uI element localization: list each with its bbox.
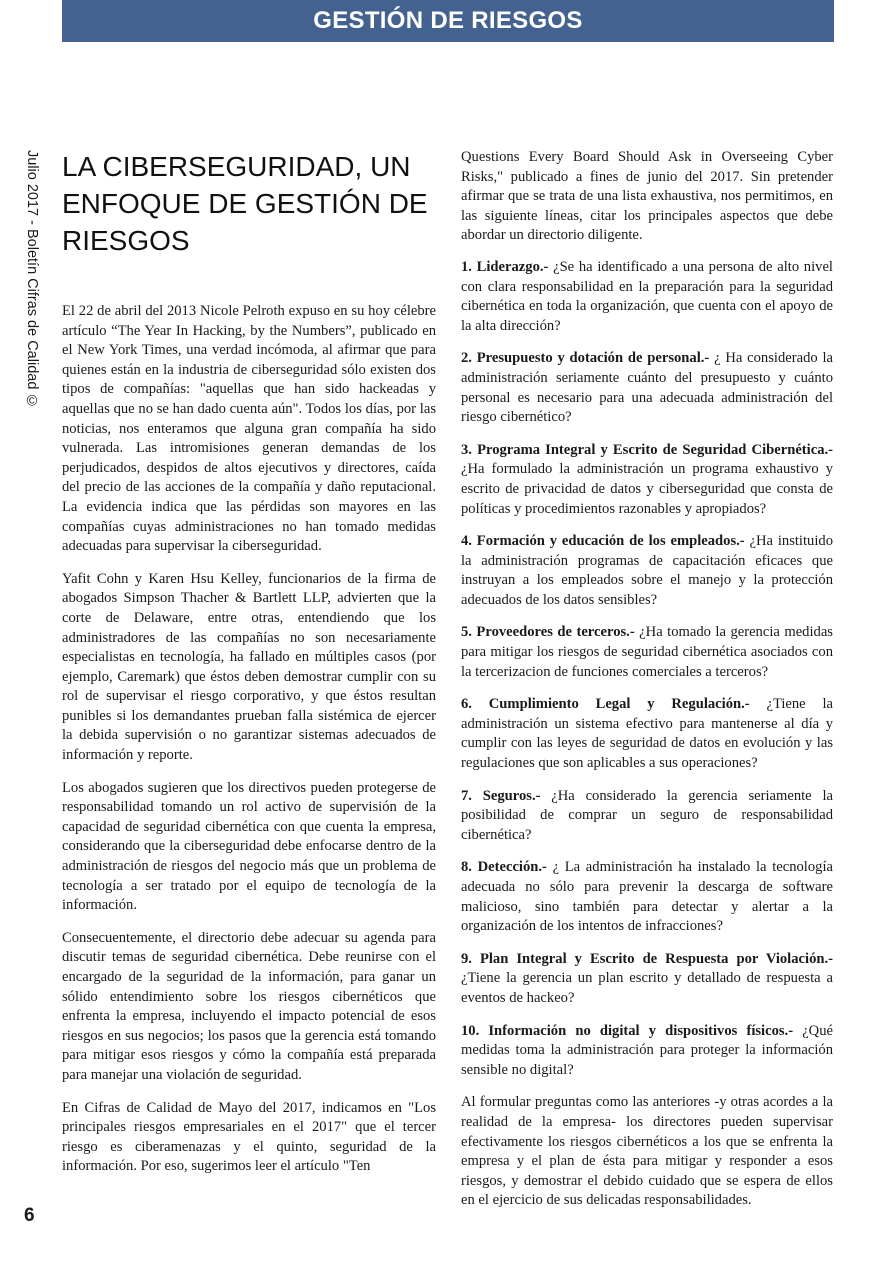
question-text: ¿ La administración ha instalado la tecnología adecuada no sólo para prevenir la descarga de software malicioso, sino también para detectar y alertar a la organización de los intentos de infracciones? — [461, 859, 833, 935]
question-heading: 9. Plan Integral y Escrito de Respuesta por Violación.- — [461, 950, 833, 967]
article-left-column — [62, 302, 436, 1190]
question-item — [461, 787, 833, 846]
question-item — [461, 441, 833, 519]
question-heading: 2. Presupuesto y dotación de personal.- — [461, 350, 710, 367]
question-heading: 1. Liderazgo.- — [461, 258, 549, 275]
question-text: ¿Se ha identificado a una persona de alto nivel con clara responsabilidad en la preparación para la seguridad cibernética en toda la organización, que cuenta con el apoyo de la alta dirección? — [461, 258, 833, 334]
question-text: ¿Ha instituido la administración programas de capacitación eficaces que instruyan a los empleados sobre el manejo y la protección adecuados de los datos sensibles? — [461, 533, 833, 608]
question-item — [461, 623, 833, 682]
question-heading: 7. Seguros.- — [461, 787, 541, 804]
question-item — [461, 950, 833, 1009]
article-paragraph: Yafit Cohn y Karen Hsu Kelley, funcionarios de la firma de abogados Simpson Thacher & Bartlett LLP, advierten que la corte de Delaware, entre otras, entendiendo que los administradores de las compañías no son necesariamente especialistas en tecnología, ha fallado en múltiples casos (por ejemplo, Caremark) que éstos deben demostrar cumplir con su rol de supervisar el riesgo corporativo, y que éstos resultan punibles si los demandantes prueban falla sistémica de ejercer la debida supervisión o no garantizar sistemas adecuados de información y reporte. — [62, 570, 436, 764]
question-text: ¿Qué medidas toma la administración para proteger la información sensible no digital? — [461, 1022, 833, 1078]
article-paragraph: El 22 de abril del 2013 Nicole Pelroth expuso en su hoy célebre artículo “The Year In Hacking, by the Numbers”, publicado en el New York Times, una verdad incómoda, al afirmar que para quienes están en la industria de ciberseguridad sólo existen dos tipos de compañías: "aquellas que han sido hackeadas y aquellas que no se han dado cuenta aún". Todos los días, por las noticias, nos enteramos que alguna gran compañía ha sido vulnerada. Las intromisiones generan demandas de los perjudicados, despidos de altos ejecutivos y directores, caída del precio de las acciones de la compañía y daño reputacional. La evidencia indica que las pérdidas son mayores en las compañías cuyas administraciones no han tomado medidas adecuadas para supervisar la ciberseguridad. — [62, 303, 436, 555]
question-text: ¿Tiene la administración un sistema efectivo para mantenerse al día y cumplir con las leyes de seguridad de datos en evolución y las regulaciones que son aplicables a sus operaciones? — [461, 696, 834, 772]
article-right-column — [461, 148, 833, 1224]
article-paragraph: Los abogados sugieren que los directivos pueden protegerse de responsabilidad tomando un rol activo de supervisión de la capacidad de seguridad cibernética con que cuenta la empresa, considerando que la ciberseguridad debe enfocarse dentro de la administración de riesgos del negocio más que un problema de tecnología a ser tratado por el equipo de tecnología de la información. — [62, 779, 436, 914]
question-heading: 10. Información no digital y dispositivos físicos.- — [461, 1022, 794, 1039]
article-paragraph: En Cifras de Calidad de Mayo del 2017, indicamos en "Los principales riesgos empresariales en el 2017" que el tercer riesgo es ciberamenazas y el quinto, seguridad de la información. Por eso, sugerimos leer el artículo "Ten — [62, 1099, 436, 1175]
question-item — [461, 858, 833, 936]
question-heading: 4. Formación y educación de los empleados.- — [461, 533, 745, 550]
question-item — [461, 349, 833, 427]
page-number: 6 — [24, 1205, 35, 1226]
question-item — [461, 695, 833, 773]
question-item — [461, 532, 833, 610]
question-heading: 5. Proveedores de terceros.- — [461, 624, 635, 641]
question-item — [461, 258, 833, 336]
question-text: ¿Ha considerado la gerencia seriamente la posibilidad de comprar un seguro de responsabilidad cibernética? — [461, 787, 833, 843]
question-text: ¿Ha formulado la administración un programa exhaustivo y escrito de privacidad de datos y ciberseguridad que consta de políticas y procedimientos razonables y apropiados? — [461, 461, 833, 517]
question-heading: 8. Detección.- — [461, 859, 547, 876]
conclusion-paragraph: Al formular preguntas como las anteriores -y otras acordes a la realidad de la empresa- los directores pueden supervisar efectivamente los riesgos cibernéticos a los que se enfrenta la empresa y el plan de ésta para mitigar y responder a esos riesgos, y demostrar el debido cuidado que se espera de ellos en el ejercicio de sus delicadas responsabilidades. — [461, 1094, 833, 1209]
question-text: ¿ Ha considerado la administración seriamente cuánto del presupuesto y cuánto personal es necesario para una adecuada administración del riesgo cibernético? — [461, 350, 833, 426]
article-paragraph: Questions Every Board Should Ask in Overseeing Cyber Risks," publicado a fines de junio del 2017. Sin pretender afirmar que se trata de una lista exhaustiva, nos permitimos, en las siguiente líneas, citar los principales aspectos que debe abordar un directorio diligente. — [461, 149, 833, 244]
question-heading: 3. Programa Integral y Escrito de Seguridad Cibernética.- — [461, 441, 833, 458]
question-text: ¿Ha tomado la gerencia medidas para mitigar los riesgos de seguridad cibernética asociados con la tercerizacion de funciones comerciales a terceros? — [461, 624, 833, 680]
section-header-banner: GESTIÓN DE RIESGOS — [62, 0, 834, 42]
issue-sidebar-text: Julio 2017 - Boletín Cifras de Calidad © — [24, 150, 40, 410]
article-title: LA CIBERSEGURIDAD, UN ENFOQUE DE GESTIÓN DE RIESGOS — [62, 151, 428, 256]
question-text: ¿Tiene la gerencia un plan escrito y detallado de respuesta a eventos de hackeo? — [461, 970, 833, 1006]
article-paragraph: Consecuentemente, el directorio debe adecuar su agenda para discutir temas de seguridad cibernética. Debe reunirse con el encargado de la seguridad de la información, para ganar un sólido entendimiento sobre los riesgos cibernéticos que enfrenta la empresa, incluyendo el impacto potencial de esos riesgos en sus negocios; los pasos que la gerencia está tomando para mitigar esos riesgos y cómo la compañía está preparada para manejar una violación de seguridad. — [62, 929, 436, 1083]
question-item — [461, 1022, 833, 1081]
question-heading: 6. Cumplimiento Legal y Regulación.- — [461, 696, 750, 713]
